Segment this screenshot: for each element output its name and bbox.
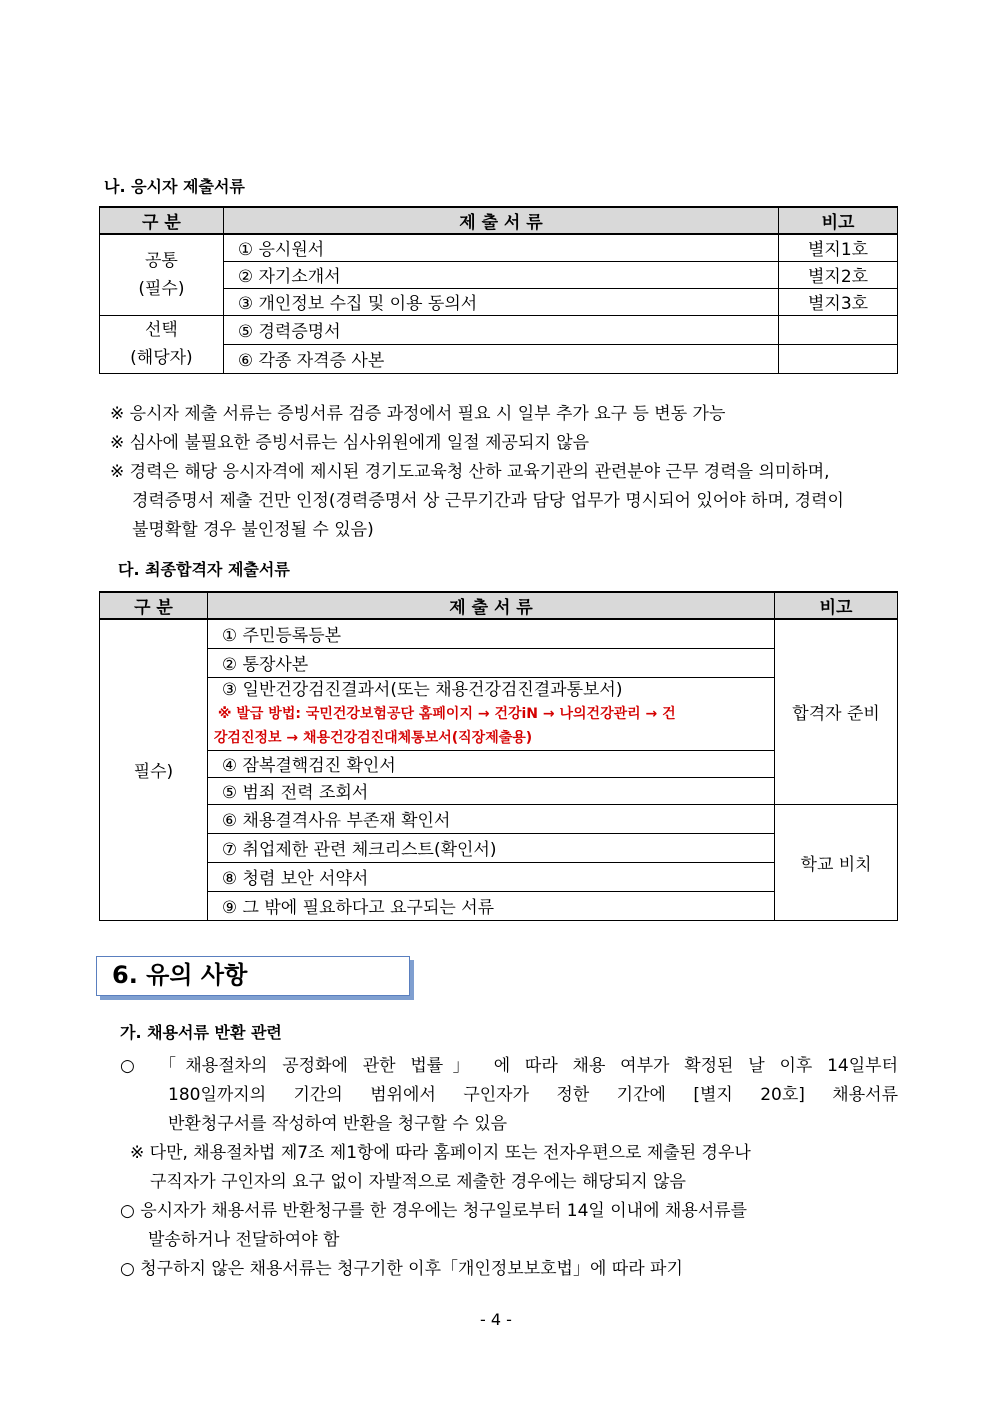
group-common-line1: 공통 (145, 250, 178, 271)
p4-line1: ○ 청구하지 않은 채용서류는 청구기한 이후「개인정보보호법」에 따라 파기 (120, 1259, 683, 1279)
header-documents: 제 출 서 류 (223, 207, 778, 234)
section6-sub-title: 가. 채용서류 반환 관련 (120, 1023, 282, 1042)
note-cell (779, 344, 898, 373)
note-applicant-prepare: 합격자 준비 (775, 619, 898, 804)
header-note: 비고 (775, 592, 898, 619)
group-common (100, 234, 224, 315)
doc-health-label: ③ 일반건강검진결과서(또는 채용건강검진결과통보서) (221, 679, 623, 700)
p2-line1: ※ 다만, 채용절차법 제7조 제1항에 따라 홈페이지 또는 전자우편으로 제출된 경우나 (130, 1143, 751, 1163)
note-school-keep: 학교 비치 (775, 804, 898, 920)
doc-cell: ① 응시원서 (223, 234, 778, 261)
group-optional-line1: 선택 (145, 320, 178, 340)
group-required: 필수) (100, 619, 208, 920)
doc-cell: ⑤ 경력증명서 (223, 315, 778, 344)
section6-body (120, 1052, 898, 1284)
note-cell: 별지1호 (779, 234, 898, 261)
note-line: 경력증명서 제출 건만 인정(경력증명서 상 근무기간과 담당 업무가 명시되어 있어야 하며, 경력이 (132, 491, 844, 511)
doc-cell: ⑧ 청렴 보안 서약서 (207, 862, 774, 891)
p3-line2: 발송하거나 전달하여야 함 (148, 1230, 340, 1250)
note-cell: 별지2호 (779, 261, 898, 288)
table-header-row (100, 592, 898, 619)
note-line: ※ 응시자 제출 서류는 증빙서류 검증 과정에서 필요 시 일부 추가 요구 등 변동 가능 (110, 404, 726, 424)
doc-cell: ① 주민등록등본 (207, 619, 774, 648)
red-note-line1: ※ 발급 방법: 국민건강보험공단 홈페이지 → 건강iN → 나의건강관리 → 건 (217, 705, 676, 722)
doc-cell: ④ 잠복결핵검진 확인서 (207, 750, 774, 777)
note-line: 불명확할 경우 불인정될 수 있음) (132, 520, 374, 540)
section-da-title: 다. 최종합격자 제출서류 (118, 560, 290, 579)
doc-cell: ② 통장사본 (207, 648, 774, 677)
notes-na (110, 400, 900, 545)
p3-line1: ○ 응시자가 채용서류 반환청구를 한 경우에는 청구일로부터 14일 이내에 채용서류를 (120, 1201, 748, 1221)
doc-cell: ⑥ 채용결격사유 부존재 확인서 (207, 804, 774, 833)
header-category: 구 분 (100, 592, 208, 619)
doc-cell: ⑦ 취업제한 관련 체크리스트(확인서) (207, 833, 774, 862)
doc-cell: ② 자기소개서 (223, 261, 778, 288)
final-documents-table (99, 591, 898, 921)
table-row (100, 804, 898, 833)
table-row (100, 315, 898, 344)
note-cell (779, 315, 898, 344)
p2-line2: 구직자가 구인자의 요구 없이 자발적으로 제출한 경우에는 해당되지 않음 (150, 1172, 686, 1192)
group-optional-line2: (해당자) (130, 348, 193, 368)
applicant-documents-table (99, 206, 898, 374)
note-line: ※ 심사에 불필요한 증빙서류는 심사위원에게 일절 제공되지 않음 (110, 433, 590, 453)
p1-line1: ○ 「채용절차의 공정화에 관한 법률」 에 따라 채용 여부가 확정된 날 이후 14일부터 (120, 1056, 898, 1076)
group-common-line2: (필수) (138, 278, 185, 299)
p1-line2: 180일까지의 기간의 범위에서 구인자가 정한 기간에 [별지 20호] 채용서류 (168, 1085, 898, 1105)
page-number: - 4 - (480, 1310, 512, 1329)
note-cell: 별지3호 (779, 288, 898, 315)
header-documents: 제 출 서 류 (207, 592, 774, 619)
doc-cell: ⑤ 범죄 전력 조회서 (207, 777, 774, 804)
table-header-row (100, 207, 898, 234)
section-na-title: 나. 응시자 제출서류 (104, 177, 245, 196)
table-row (100, 234, 898, 261)
header-note: 비고 (779, 207, 898, 234)
note-line: ※ 경력은 해당 응시자격에 제시된 경기도교육청 산하 교육기관의 관련분야 근무 경력을 의미하며, (110, 462, 830, 482)
p1-line3: 반환청구서를 작성하여 반환을 청구할 수 있음 (168, 1114, 508, 1134)
doc-cell: ⑨ 그 밖에 필요하다고 요구되는 서류 (207, 891, 774, 920)
section6-title: 6. 유의 사항 (112, 961, 248, 989)
header-category: 구 분 (100, 207, 224, 234)
doc-cell: ③ 개인정보 수집 및 이용 동의서 (223, 288, 778, 315)
doc-cell: ⑥ 각종 자격증 사본 (223, 344, 778, 373)
doc-cell-health (207, 677, 774, 750)
red-note-line2: 강검진정보 → 채용건강검진대체통보서(직장제출용) (213, 729, 533, 746)
table-row (100, 619, 898, 648)
group-optional (100, 315, 224, 373)
